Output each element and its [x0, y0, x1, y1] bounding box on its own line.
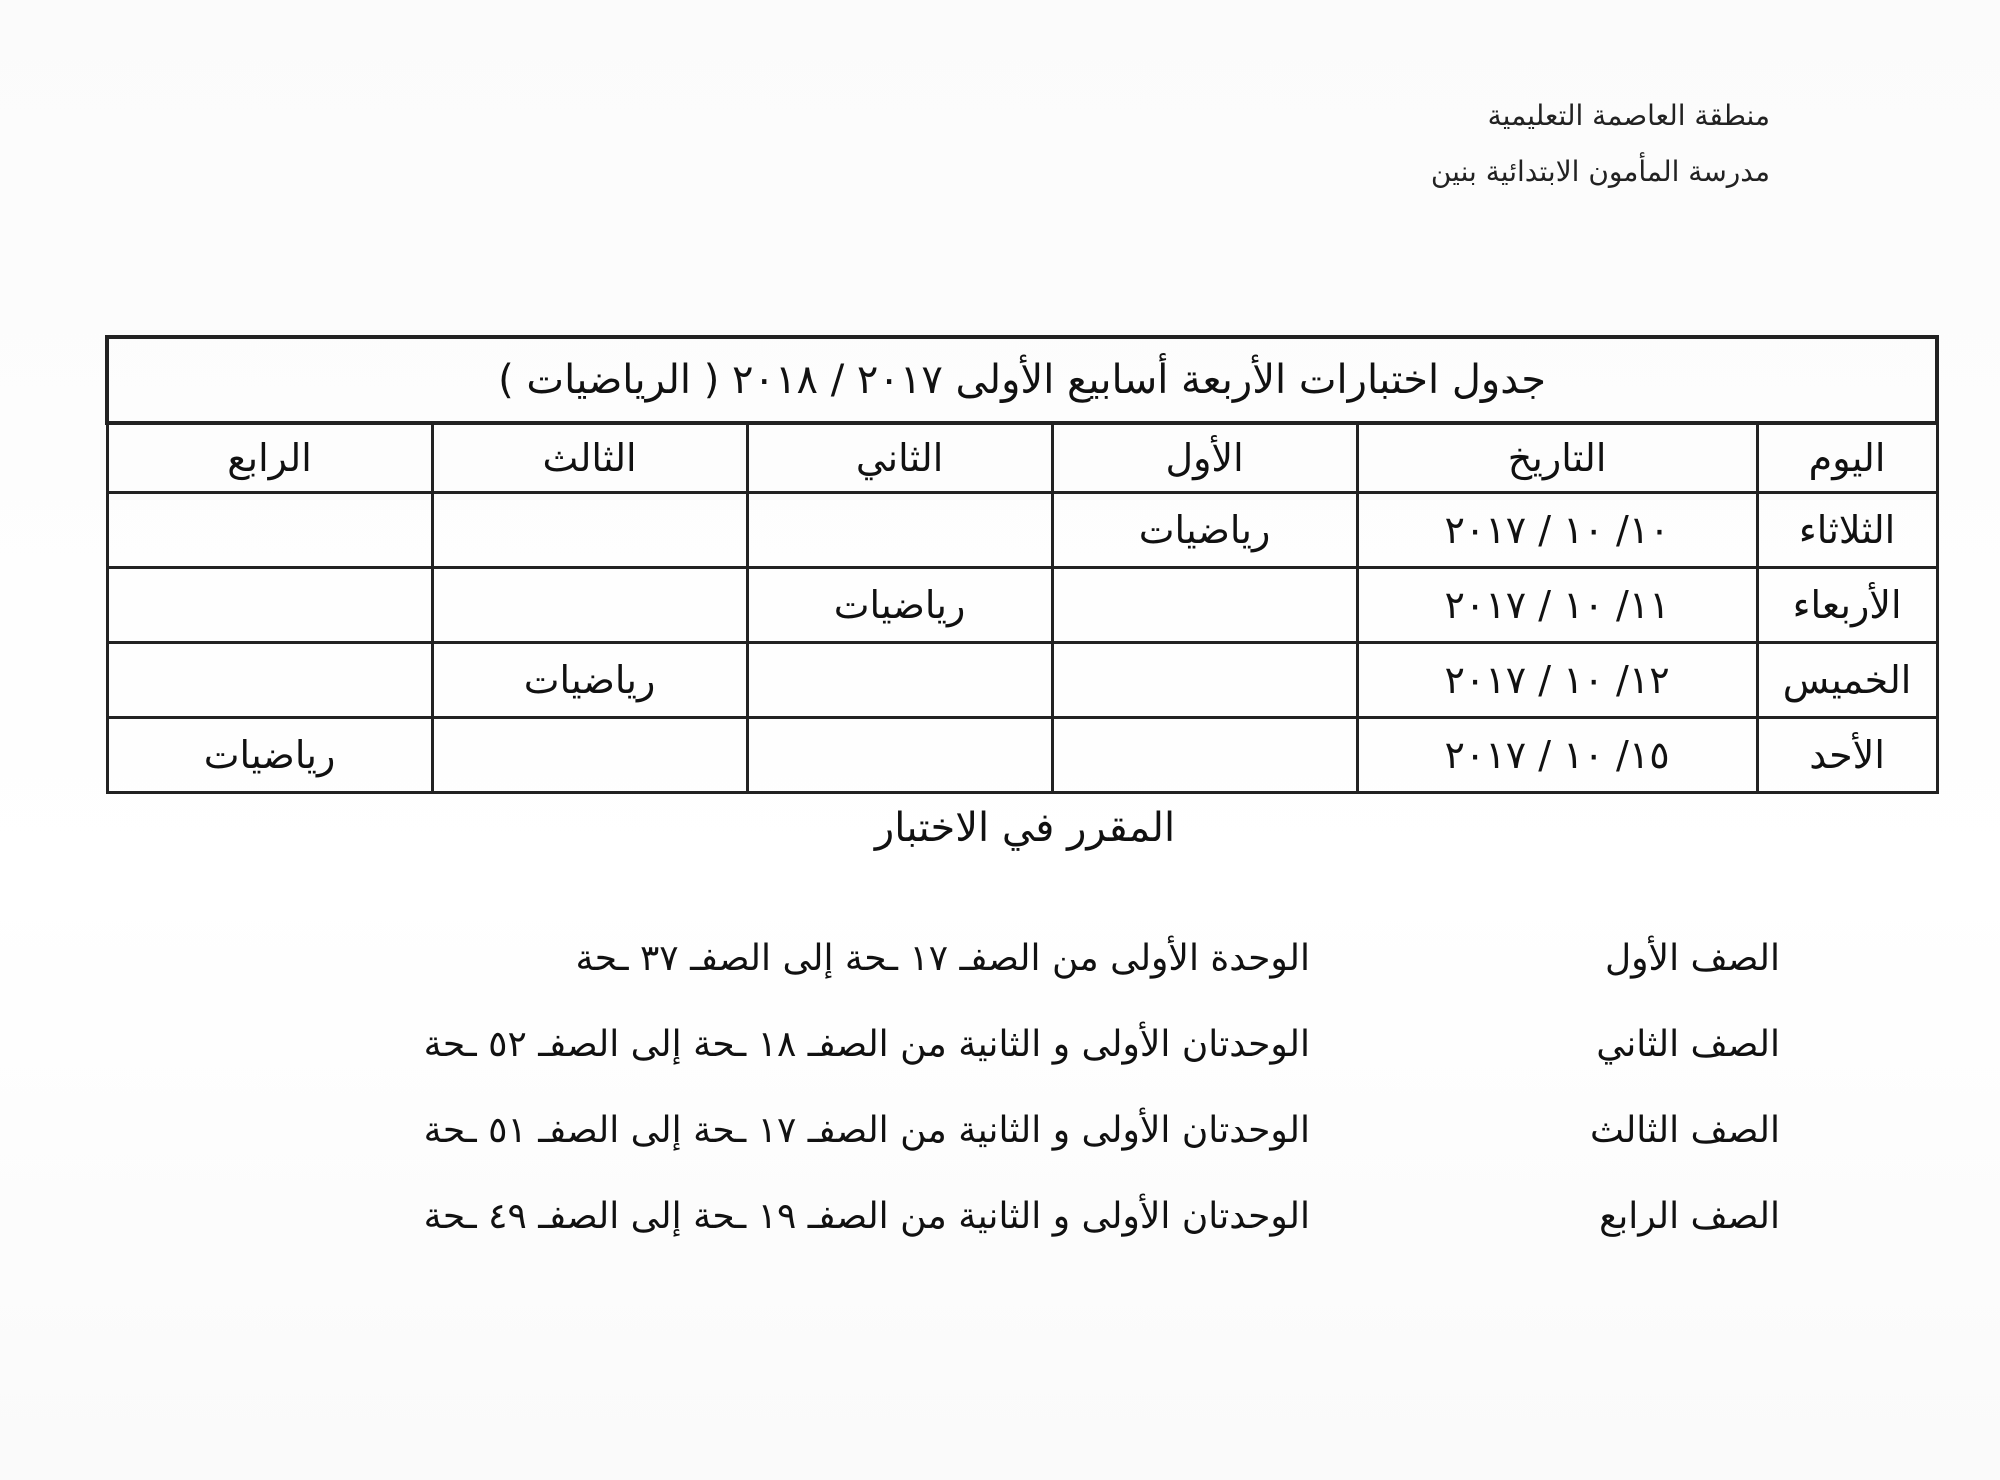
header-date: التاريخ [1357, 423, 1757, 493]
subject-cell [1052, 643, 1357, 718]
date-cell: ١٥/ ١٠ / ٢٠١٧ [1357, 718, 1757, 793]
subject-cell [747, 643, 1052, 718]
header-day: اليوم [1757, 423, 1937, 493]
curriculum-list [200, 915, 1780, 1259]
grade-scope: الوحدة الأولى من الصفـ ١٧ ـحة إلى الصفـ ٣٧ ـحة [575, 937, 1310, 979]
day-cell: الخميس [1757, 643, 1937, 718]
day-cell: الثلاثاء [1757, 493, 1937, 568]
grade-scope: الوحدتان الأولى و الثانية من الصفـ ١٧ ـحة إلى الصفـ ٥١ ـحة [423, 1109, 1310, 1151]
list-item [200, 1001, 1780, 1087]
subject-cell: رياضيات [747, 568, 1052, 643]
grade-label: الصف الأول [1605, 937, 1780, 979]
table-header-row [107, 423, 1937, 493]
school-name: مدرسة المأمون الابتدائية بنين [1430, 155, 1770, 188]
school-header [1431, 88, 1770, 200]
subject-cell: رياضيات [1052, 493, 1357, 568]
grade-scope: الوحدتان الأولى و الثانية من الصفـ ١٨ ـحة إلى الصفـ ٥٢ ـحة [423, 1023, 1310, 1065]
grade-label: الصف الرابع [1599, 1195, 1780, 1237]
district-name: منطقة العاصمة التعليمية [1487, 99, 1770, 132]
header-second: الثاني [747, 423, 1052, 493]
grade-label: الصف الثاني [1596, 1023, 1780, 1065]
table-row [107, 568, 1937, 643]
table-row [107, 718, 1937, 793]
subject-cell: رياضيات [107, 718, 432, 793]
table-row [107, 493, 1937, 568]
table-row [107, 643, 1937, 718]
subject-cell [432, 493, 747, 568]
date-cell: ١١/ ١٠ / ٢٠١٧ [1357, 568, 1757, 643]
subject-cell [107, 493, 432, 568]
list-item [200, 915, 1780, 1001]
subject-cell [1052, 718, 1357, 793]
subject-cell [432, 718, 747, 793]
date-cell: ١٢/ ١٠ / ٢٠١٧ [1357, 643, 1757, 718]
subject-cell [107, 568, 432, 643]
list-item [200, 1173, 1780, 1259]
subject-cell [432, 568, 747, 643]
exam-schedule-table [105, 335, 1939, 794]
grade-label: الصف الثالث [1589, 1109, 1780, 1151]
date-cell: ١٠/ ١٠ / ٢٠١٧ [1357, 493, 1757, 568]
day-cell: الأحد [1757, 718, 1937, 793]
subject-cell: رياضيات [432, 643, 747, 718]
subject-cell [107, 643, 432, 718]
grade-scope: الوحدتان الأولى و الثانية من الصفـ ١٩ ـحة إلى الصفـ ٤٩ ـحة [423, 1195, 1310, 1237]
header-fourth: الرابع [107, 423, 432, 493]
day-cell: الأربعاء [1757, 568, 1937, 643]
subject-cell [1052, 568, 1357, 643]
table-title: جدول اختبارات الأربعة أسابيع الأولى ٢٠١٧ / ٢٠١٨ ( الرياضيات ) [107, 337, 1937, 423]
header-third: الثالث [432, 423, 747, 493]
subject-cell [747, 718, 1052, 793]
subject-cell [747, 493, 1052, 568]
curriculum-caption: المقرر في الاختبار [874, 805, 1176, 851]
header-first: الأول [1052, 423, 1357, 493]
list-item [200, 1087, 1780, 1173]
